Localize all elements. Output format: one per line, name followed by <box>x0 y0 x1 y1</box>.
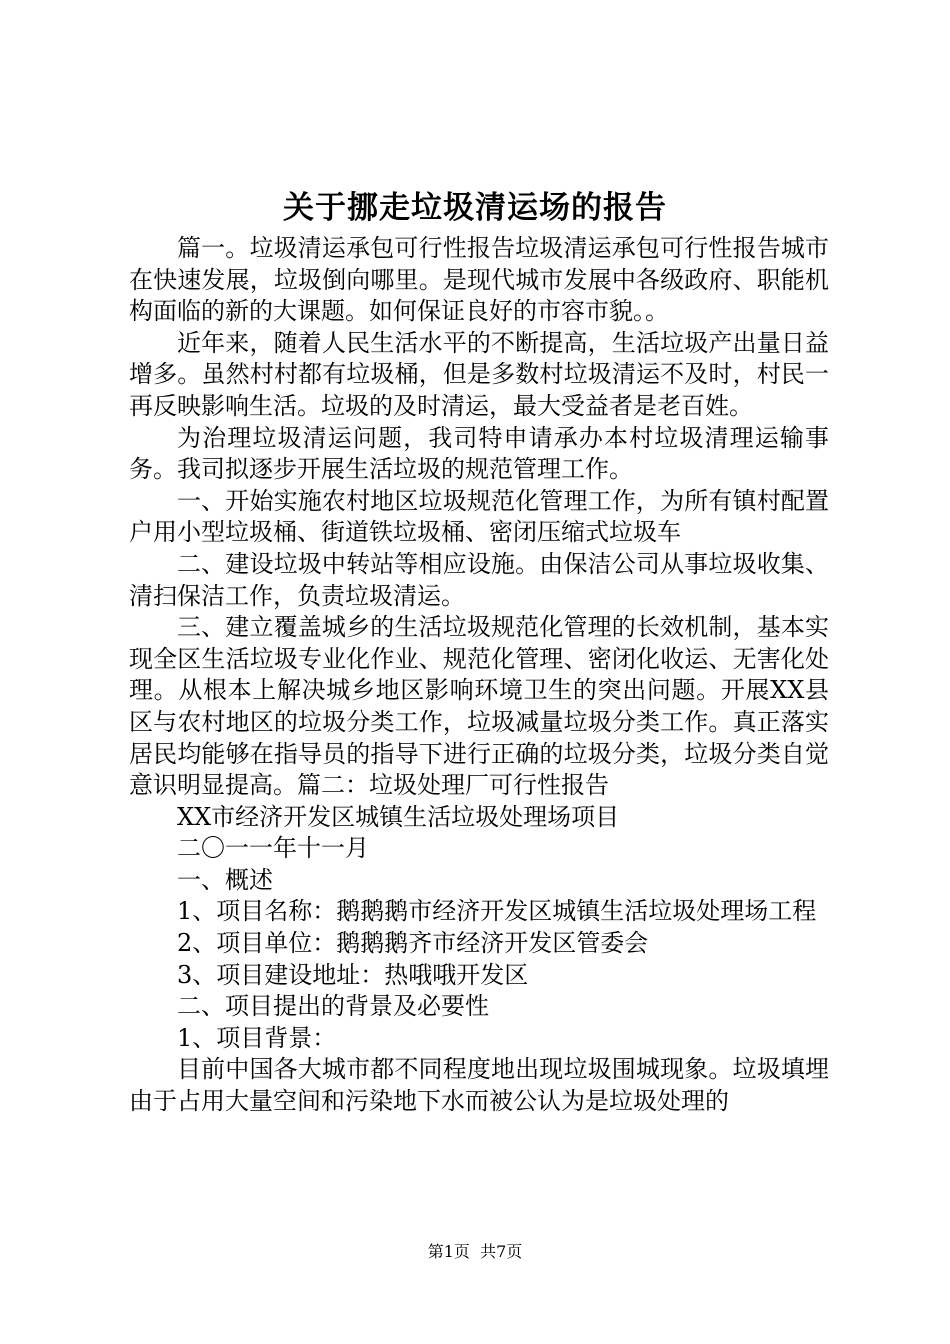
paragraph: 近年来，随着人民生活水平的不断提高，生活垃圾产出量日益增多。虽然村村都有垃圾桶，但是多数村垃圾清运不及时，村民一再反映影响生活。垃圾的及时清运，最大受益者是老百姓。 <box>129 328 829 420</box>
paragraph: 篇一。垃圾清运承包可行性报告垃圾清运承包可行性报告城市在快速发展，垃圾倒向哪里。是现代城市发展中各级政府、职能机构面临的新的大课题。如何保证良好的市容市貌。。 <box>129 234 829 326</box>
paragraph: 目前中国各大城市都不同程度地出现垃圾围城现象。垃圾填埋由于占用大量空间和污染地下水而被公认为是垃圾处理的 <box>129 1055 829 1116</box>
paragraph: XX市经济开发区城镇生活垃圾处理场项目 <box>177 802 620 831</box>
paragraph: 二〇一一年十一月 <box>177 834 369 863</box>
paragraph: 1、项目名称：鹅鹅鹅市经济开发区城镇生活垃圾处理场工程 <box>177 897 817 926</box>
paragraph: 2、项目单位：鹅鹅鹅齐市经济开发区管委会 <box>177 929 649 958</box>
paragraph: 一、开始实施农村地区垃圾规范化管理工作，为所有镇村配置户用小型垃圾桶、街道铁垃圾桶、密闭压缩式垃圾车 <box>129 486 829 547</box>
document-title: 关于挪走垃圾清运场的报告 <box>283 190 667 226</box>
paragraph: 一、概述 <box>177 865 273 894</box>
paragraph: 为治理垃圾清运问题，我司特申请承办本村垃圾清理运输事务。我司拟逐步开展生活垃圾的规范管理工作。 <box>129 423 829 484</box>
paragraph: 二、项目提出的背景及必要性 <box>177 992 489 1021</box>
document-body <box>129 233 829 1118</box>
paragraph: 三、建立覆盖城乡的生活垃圾规范化管理的长效机制，基本实现全区生活垃圾专业化作业、规范化管理、密闭化收运、无害化处理。从根本上解决城乡地区影响环境卫生的突出问题。开展XX县区与农村地区的垃圾分类工作，垃圾减量垃圾分类工作。真正落实居民均能够在指导员的指导下进行正确的垃圾分类，垃圾分类自觉意识明显提高。篇二：垃圾处理厂可行性报告 <box>129 613 829 800</box>
page-footer: 第1页 共7页 <box>427 1242 523 1261</box>
paragraph: 二、建设垃圾中转站等相应设施。由保洁公司从事垃圾收集、清扫保洁工作，负责垃圾清运。 <box>129 549 829 610</box>
paragraph: 3、项目建设地址：热哦哦开发区 <box>177 960 529 989</box>
paragraph: 1、项目背景： <box>177 1023 337 1052</box>
